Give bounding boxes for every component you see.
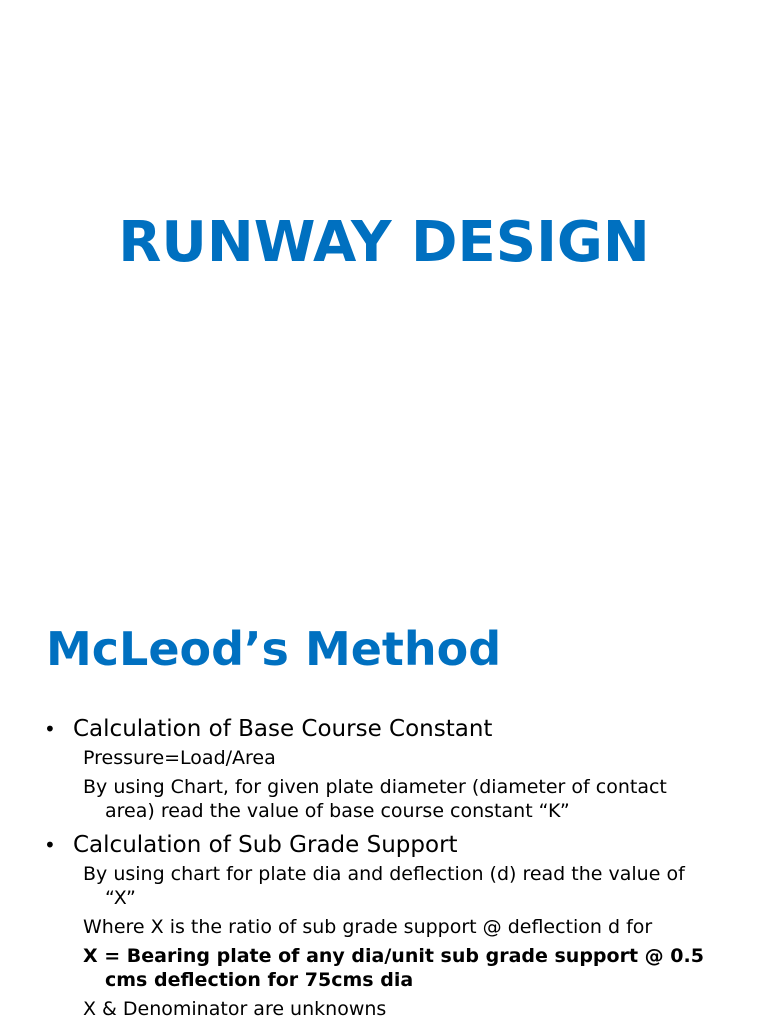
sub-item: Pressure=Load/Area bbox=[83, 747, 276, 769]
bullet-item bbox=[0, 828, 768, 862]
bullet-item bbox=[0, 712, 768, 746]
bullet-icon: • bbox=[44, 833, 56, 857]
sub-item: Where X is the ratio of sub grade support @ deflection d for bbox=[83, 916, 653, 938]
slide-title: RUNWAY DESIGN bbox=[118, 210, 650, 275]
bullet-text: Calculation of Base Course Constant bbox=[73, 716, 493, 742]
sub-item: X & Denominator are unknowns bbox=[83, 998, 387, 1020]
sub-item: By using chart for plate dia and deflection (d) read the value of “X” bbox=[83, 863, 685, 909]
sub-item-bold: X = Bearing plate of any dia/unit sub grade support @ 0.5 cms deflection for 75cms dia bbox=[83, 945, 704, 991]
bullet-icon: • bbox=[44, 717, 56, 741]
section-heading: McLeod’s Method bbox=[46, 622, 502, 676]
sub-item: By using Chart, for given plate diameter (diameter of contact area) read the value of base course constant “K” bbox=[83, 776, 667, 822]
bullet-text: Calculation of Sub Grade Support bbox=[73, 832, 458, 858]
slide-content bbox=[0, 712, 768, 1026]
